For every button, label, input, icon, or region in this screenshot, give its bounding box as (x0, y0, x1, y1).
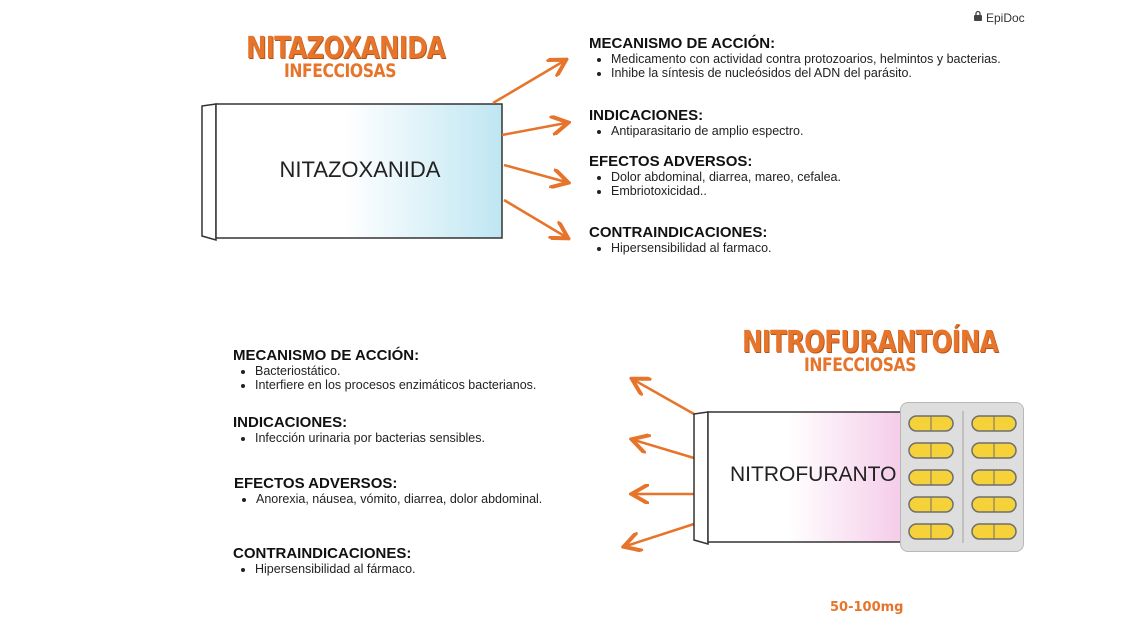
drug1-indications (589, 108, 1029, 138)
section-heading: MECANISMO DE ACCIÓN: (589, 35, 776, 52)
dose-label: 50-100mg (830, 600, 904, 615)
list-item: • Anorexia, náusea, vómito, diarrea, dolor abdominal. (256, 492, 554, 506)
section-heading: INDICACIONES: (233, 414, 348, 431)
pill-blister (900, 402, 1024, 552)
section-heading: EFECTOS ADVERSOS: (234, 475, 398, 492)
arrow (502, 123, 566, 135)
drug2-contraindications (233, 546, 613, 576)
list-item: • Embriotoxicidad.. (611, 184, 1029, 198)
drug2-subtitle: INFECCIOSAS (804, 354, 917, 376)
section-heading: CONTRAINDICACIONES: (233, 545, 412, 562)
section-heading: CONTRAINDICACIONES: (589, 224, 768, 241)
list-item: • Interfiere en los procesos enzimáticos bacterianos. (255, 378, 613, 392)
list-item: • Inhibe la síntesis de nucleósidos del ADN del parásito. (611, 66, 1029, 80)
drug1-title: NITAZOXANIDA (246, 31, 445, 66)
drug1-subtitle: INFECCIOSAS (284, 60, 397, 82)
arrow (634, 380, 694, 414)
list-item: • Antiparasitario de amplio espectro. (611, 124, 1029, 138)
lock-icon (972, 10, 984, 25)
arrow (626, 524, 694, 546)
drug1-arrows (488, 55, 578, 245)
section-heading: INDICACIONES: (589, 107, 704, 124)
list-item: • Bacteriostático. (255, 364, 613, 378)
list-item: • Dolor abdominal, diarrea, mareo, cefalea. (611, 170, 1029, 184)
drug2-box-label: NITROFURANTO (730, 463, 897, 486)
list-item: • Infección urinaria por bacterias sensibles. (255, 431, 613, 445)
drug1-contraindications (589, 225, 1029, 255)
list-item: • Hipersensibilidad al farmaco. (611, 241, 1029, 255)
drug2-indications (233, 415, 613, 445)
drug1-adverse-effects (589, 154, 1029, 198)
arrow (504, 200, 566, 237)
list-item: • Hipersensibilidad al fármaco. (255, 562, 613, 576)
pills (901, 403, 1023, 551)
drug2-adverse-effects (234, 476, 554, 506)
drug1-mechanism (589, 36, 1029, 80)
section-heading: MECANISMO DE ACCIÓN: (233, 347, 420, 364)
brand (972, 10, 1025, 25)
list-item: • Medicamento con actividad contra protozoarios, helmintos y bacterias. (611, 52, 1029, 66)
drug2-arrows (616, 372, 700, 556)
drug2-mechanism (233, 348, 613, 392)
arrow (493, 61, 564, 103)
brand-label: EpiDoc (986, 10, 1025, 25)
arrow (634, 440, 694, 458)
section-heading: EFECTOS ADVERSOS: (589, 153, 753, 170)
arrow (504, 165, 566, 182)
drug2-title: NITROFURANTOÍNA (742, 325, 998, 360)
drug1-box-label: NITAZOXANIDA (279, 157, 441, 182)
